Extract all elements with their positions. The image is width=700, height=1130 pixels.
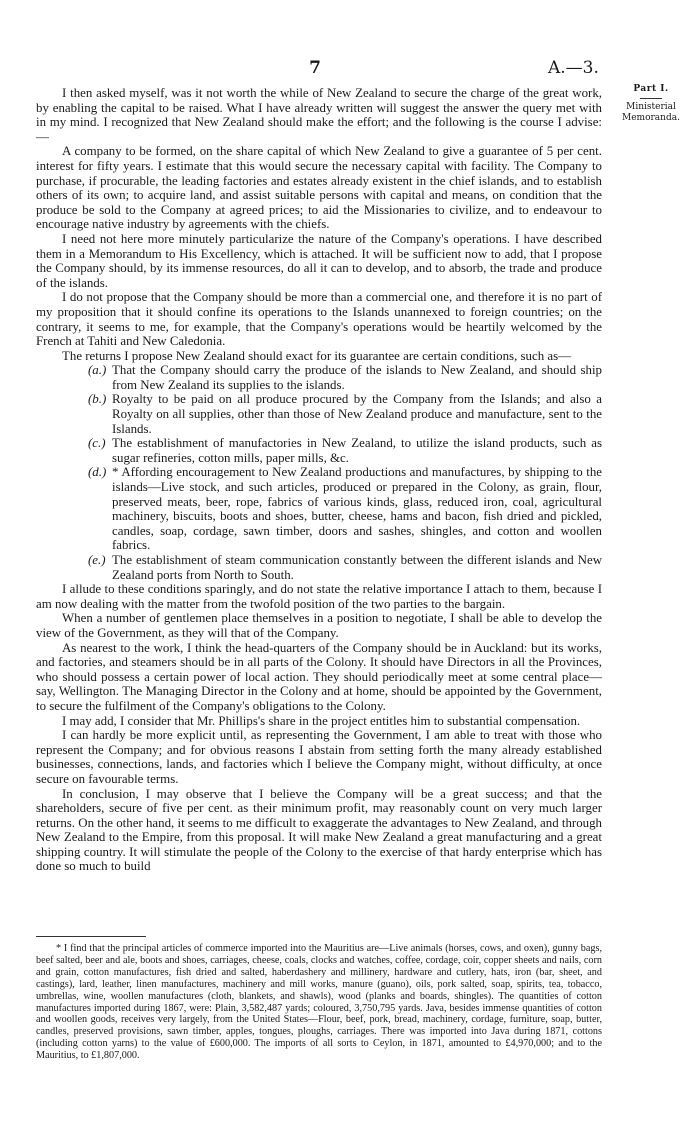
condition-text: The establishment of steam communication constantly between the different islands and New Zealand ports from North to South. <box>112 553 602 582</box>
condition-label: (a.) <box>88 363 107 378</box>
condition-label: (e.) <box>88 553 106 567</box>
condition-item <box>88 392 602 436</box>
margin-note-label: Ministerial Memoranda. <box>622 102 680 123</box>
condition-text: That the Company should carry the produce of the islands to New Zealand, and should ship from New Zealand its supplies to the islands. <box>112 363 602 392</box>
paragraph: When a number of gentlemen place themselves in a position to negotiate, I shall be able to develop the view of the Government, as they will that of the Company. <box>36 611 602 640</box>
paragraph: A company to be formed, on the share capital of which New Zealand to give a guarantee of 5 per cent. interest for fifty years. I estimate that this would secure the necessary capital with facility. The Company to purchase, if procurable, the leading factories and estates already existent in the chief islands, and to establish others of its own; to acquire land, and assist suitable persons with capital and means, on condition that the produce be sold to the Company at agreed prices; to aid the Missionaries to civilize, and to endeavour to encourage native industry by agreements with the chiefs. <box>36 144 602 232</box>
condition-text: Royalty to be paid on all produce procured by the Company from the Islands; and also a Royalty on all supplies, other than those of New Zealand produce and manufacture, sent to the Islands. <box>112 392 602 436</box>
paragraph: I allude to these conditions sparingly, and do not state the relative importance I attach to them, because I am now dealing with the matter from the twofold position of the two parties to the bargain. <box>36 582 602 611</box>
paragraph: I do not propose that the Company should be more than a commercial one, and therefore it is no part of my proposition that it should confine its operations to the Islands unannexed to foreign countries; on the contrary, it seems to me, for example, that the Company's operations would be heartily welcomed by the French at Tahiti and New Caledonia. <box>36 290 602 349</box>
margin-note-part: Part I. <box>633 84 669 94</box>
paragraph: In conclusion, I may observe that I believe the Company will be a great success; and that the shareholders, secure of five per cent. as their minimum profit, may reasonably count on very much larger returns. On the other hand, it seems to me difficult to exaggerate the advantages to New Zealand, and through New Zealand to the Empire, from this proposal. It will make New Zealand a great manufacturing and a great shipping country. It will stimulate the people of the Colony to the exercise of that hardy enterprise which has done so much to build <box>36 786 602 874</box>
condition-item <box>88 363 602 392</box>
condition-label: (b.) <box>88 392 107 407</box>
condition-item <box>88 465 602 553</box>
page-number: 7 <box>309 58 321 78</box>
condition-label: (c.) <box>88 436 106 451</box>
paragraph: I need not here more minutely particularize the nature of the Company's operations. I have described them in a Memorandum to His Excellency, which is attached. It will be sufficient now to add, that I propose the Company should, by its immense resources, do all it can to develop, and to absorb, the trade and produce of the islands. <box>36 231 602 290</box>
paragraph: I then asked myself, was it not worth the while of New Zealand to secure the charge of the great work, by enabling the capital to be raised. What I have already written will suggest the answer the query met with in my mind. I recognized that New Zealand should make the effort; and the following is the course I advise:— <box>36 86 602 144</box>
body-text <box>36 86 602 874</box>
paragraph: I may add, I consider that Mr. Phillips's share in the project entitles him to substantial compensation. <box>62 713 581 728</box>
footnote: * I find that the principal articles of commerce imported into the Mauritius are—Live animals (horses, cows, and oxen), gunny bags, beef salted, beer and ale, boots and shoes, carriages, cheese, coals, clocks and watches, coffee, cordage, coir, copper sheets and nails, corn and grain, cotton manufactures, fish dried and salted, haberdashery and millinery, hardware and cutlery, hats, iron (bar, sheet, and castings), lard, leather, linen manufactures, machinery and mill works, manure (guano), oils, pork salted, soap, spirits, tea, tobacco, umbrellas, wine, woollen manufactures (cloth, blankets, and shawls), wood (planks and boards, shingles). The quantities of cotton manufactures imported during 1867, were: Plain, 3,582,487 yards; coloured, 3,750,795 yards. Java, besides immense quantities of cotton and woollen goods, receives very largely, from the United States—Flour, beef, pork, bread, machinery, cordage, furniture, soap, butter, candles, preserved provisions, sawn timber, apples, tongues, ploughs, carriages. There was imported into Java during 1871, cottons (including cotton yarns) to the value of £600,000. The imports of all sorts to Ceylon, in 1871, amounted to £4,970,000; and to the Mauritius, to £1,807,000. <box>36 943 602 1062</box>
margin-note-rule <box>640 98 662 99</box>
condition-item <box>88 553 602 582</box>
condition-text: * Affording encouragement to New Zealand productions and manufactures, by shipping to the islands—Live stock, and such articles, produced or prepared in the Colony, as grain, flour, preserved meats, beer, rope, fabrics of various kinds, glass, reduced iron, coal, agricultural machinery, biscuits, boots and shoes, butter, cheese, hams and bacon, fish dried and pickled, candles, soap, cordage, sawn timber, doors and sashes, shingles, and cotton and woollen fabrics. <box>112 465 602 553</box>
condition-text: The establishment of manufactories in New Zealand, to utilize the island products, such as sugar refineries, cotton mills, paper mills, &c. <box>112 436 602 465</box>
footnote-divider <box>36 936 146 937</box>
condition-label: (d.) <box>88 465 107 480</box>
condition-item <box>88 436 602 465</box>
paragraph: As nearest to the work, I think the head-quarters of the Company should be in Auckland: but its works, and factories, and steamers should be in all parts of the Colony. It should have Directors in all the Provinces, who should possess a certain power of local action. They should periodically meet at some central place—say, Wellington. The Managing Director in the Colony and at home, should be appointed by the Government, to secure the fulfilment of the Company's obligations to the Colony. <box>36 640 602 713</box>
paragraph: I can hardly be more explicit until, as representing the Government, I am able to treat with those who represent the Company; and for obvious reasons I abstain from setting forth the many already established businesses, connections, lands, and factories which I believe the Company might, without difficulty, at once secure on favourable terms. <box>36 728 602 786</box>
margin-note <box>610 84 692 124</box>
paragraph: The returns I propose New Zealand should exact for its guarantee are certain conditions, such as— <box>62 348 571 363</box>
document-reference: A.—3. <box>548 58 599 78</box>
